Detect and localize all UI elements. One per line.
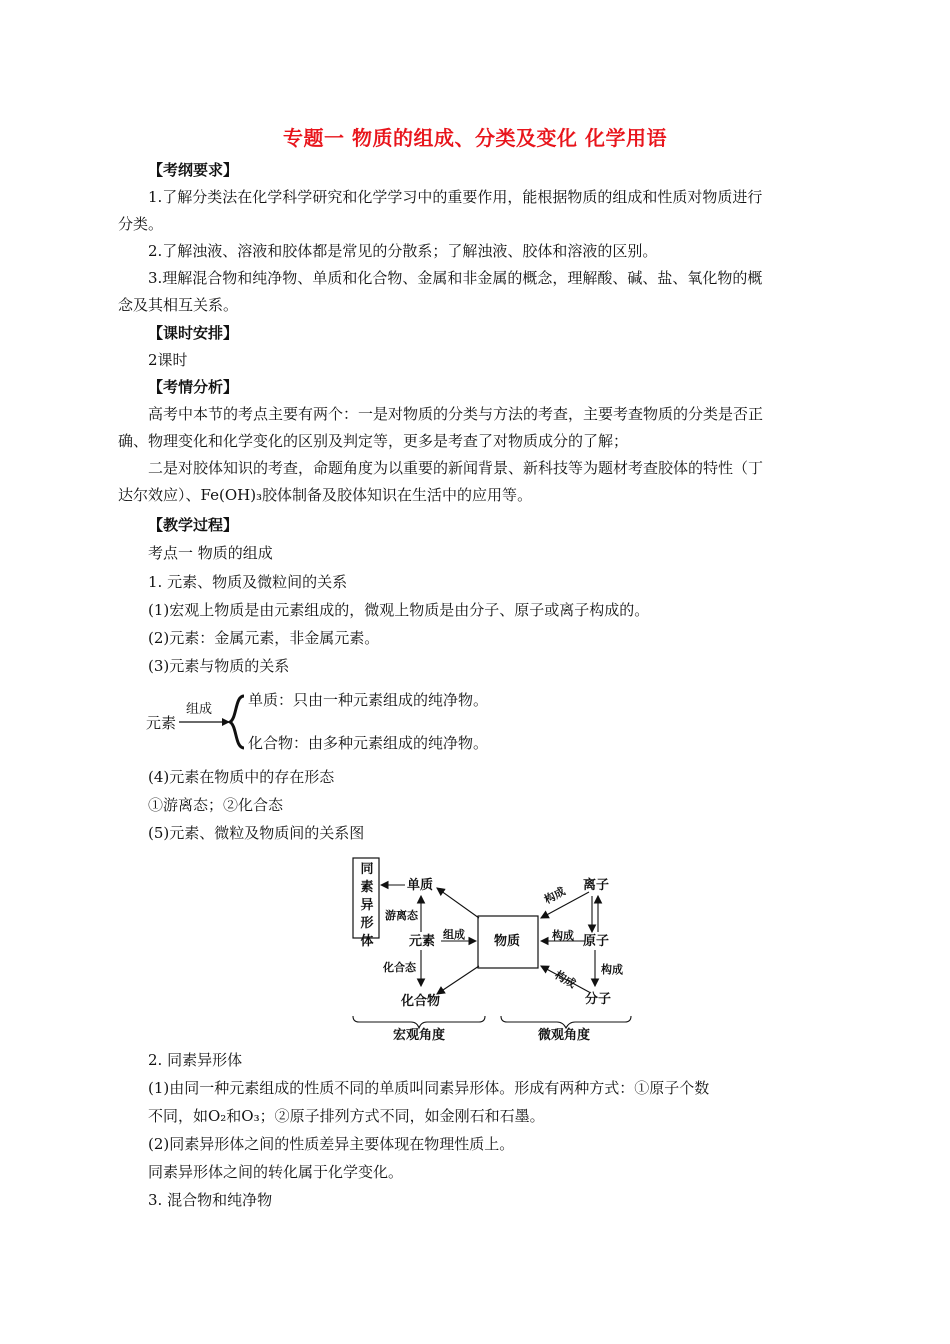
analysis-1-line-1: 高考中本节的考点主要有两个：一是对物质的分类与方法的考查，主要考查物质的分类是否正 — [148, 405, 764, 423]
d2-combined-state: 化合态 — [383, 961, 416, 974]
analysis-1-line-2: 确、物理变化和化学变化的区别及判定等，更多是考查了对物质成分的了解； — [118, 432, 629, 450]
p1-item-4: (4)元素在物质中的存在形态 — [148, 768, 335, 786]
p1-item-2: (2)元素：金属元素，非金属元素。 — [148, 629, 380, 647]
requirement-3-line-1: 3.理解混合物和纯净物、单质和化合物、金属和非金属的概念，理解酸、碱、盐、氧化物的概 — [148, 269, 763, 287]
d2-micro-label: 微观角度 — [538, 1028, 591, 1043]
p2-item-1-line-2: 不同，如O₂和O₃；②原子排列方式不同，如金刚石和石墨。 — [148, 1107, 545, 1125]
d2-compound: 化合物 — [401, 994, 441, 1009]
relationship-diagram — [345, 852, 635, 1047]
p3-heading: 3. 混合物和纯净物 — [148, 1191, 273, 1209]
d2-macro-label: 宏观角度 — [393, 1028, 446, 1043]
element-substance-diagram — [146, 690, 526, 756]
p2-item-2: (2)同素异形体之间的性质差异主要体现在物理性质上。 — [148, 1135, 515, 1153]
p1-item-1: (1)宏观上物质是由元素组成的，微观上物质是由分子、原子或离子构成的。 — [148, 601, 650, 619]
p2-item-1-line-1: (1)由同一种元素组成的性质不同的单质叫同素异形体。形成有两种方式：①原子个数 — [148, 1079, 710, 1097]
p1-item-3: (3)元素与物质的关系 — [148, 657, 290, 675]
p1-item-4a: ①游离态；②化合态 — [148, 796, 284, 814]
page-title: 专题一 物质的组成、分类及变化 化学用语 — [283, 126, 667, 150]
d2-constitute-molecule: 构成 — [552, 968, 579, 991]
d2-simple: 单质 — [407, 878, 434, 893]
heading-requirements: 【考纲要求】 — [148, 161, 239, 179]
d2-substance: 物质 — [494, 934, 521, 949]
requirement-3-line-2: 念及其相互关系。 — [118, 296, 239, 314]
p2-heading: 2. 同素异形体 — [148, 1051, 243, 1069]
p2-item-3: 同素异形体之间的转化属于化学变化。 — [148, 1163, 404, 1181]
heading-analysis: 【考情分析】 — [148, 378, 239, 396]
p1-item-5: (5)元素、微粒及物质间的关系图 — [148, 824, 365, 842]
d1-element-label: 元素 — [146, 714, 177, 732]
d2-ion: 离子 — [583, 878, 610, 893]
schedule-text: 2课时 — [148, 351, 188, 369]
heading-process: 【教学过程】 — [148, 516, 239, 534]
d2-free-state: 游离态 — [385, 909, 418, 922]
requirement-1-line-2: 分类。 — [118, 215, 164, 233]
d2-compose: 组成 — [443, 928, 465, 941]
analysis-2-line-2: 达尔效应）、Fe(OH)₃胶体制备及胶体知识在生活中的应用等。 — [118, 486, 533, 504]
p1-heading: 1. 元素、物质及微粒间的关系 — [148, 573, 348, 591]
requirement-1-line-1: 1.了解分类法在化学科学研究和化学学习中的重要作用，能根据物质的组成和性质对物质进行 — [148, 188, 763, 206]
d2-constitute-molecule-from-atom: 构成 — [601, 963, 623, 976]
heading-schedule: 【课时安排】 — [148, 324, 239, 342]
kp1-heading: 考点一 物质的组成 — [148, 544, 273, 562]
d1-compound: 化合物：由多种元素组成的纯净物。 — [248, 734, 489, 752]
d2-allotrope: 同素异形体 — [360, 862, 374, 949]
requirement-2: 2.了解浊液、溶液和胶体都是常见的分散系；了解浊液、胶体和溶液的区别。 — [148, 242, 658, 260]
d2-molecule: 分子 — [585, 992, 612, 1007]
d2-constitute-atom: 构成 — [552, 929, 574, 942]
analysis-2-line-1: 二是对胶体知识的考查，命题角度为以重要的新闻背景、新科技等为题材考查胶体的特性（丁 — [148, 459, 764, 477]
d2-constitute-ion: 构成 — [542, 884, 568, 907]
d1-simple-substance: 单质：只由一种元素组成的纯净物。 — [248, 691, 489, 709]
d1-compose-label: 组成 — [186, 702, 213, 717]
d2-element: 元素 — [409, 934, 436, 949]
d2-atom: 原子 — [583, 934, 610, 949]
